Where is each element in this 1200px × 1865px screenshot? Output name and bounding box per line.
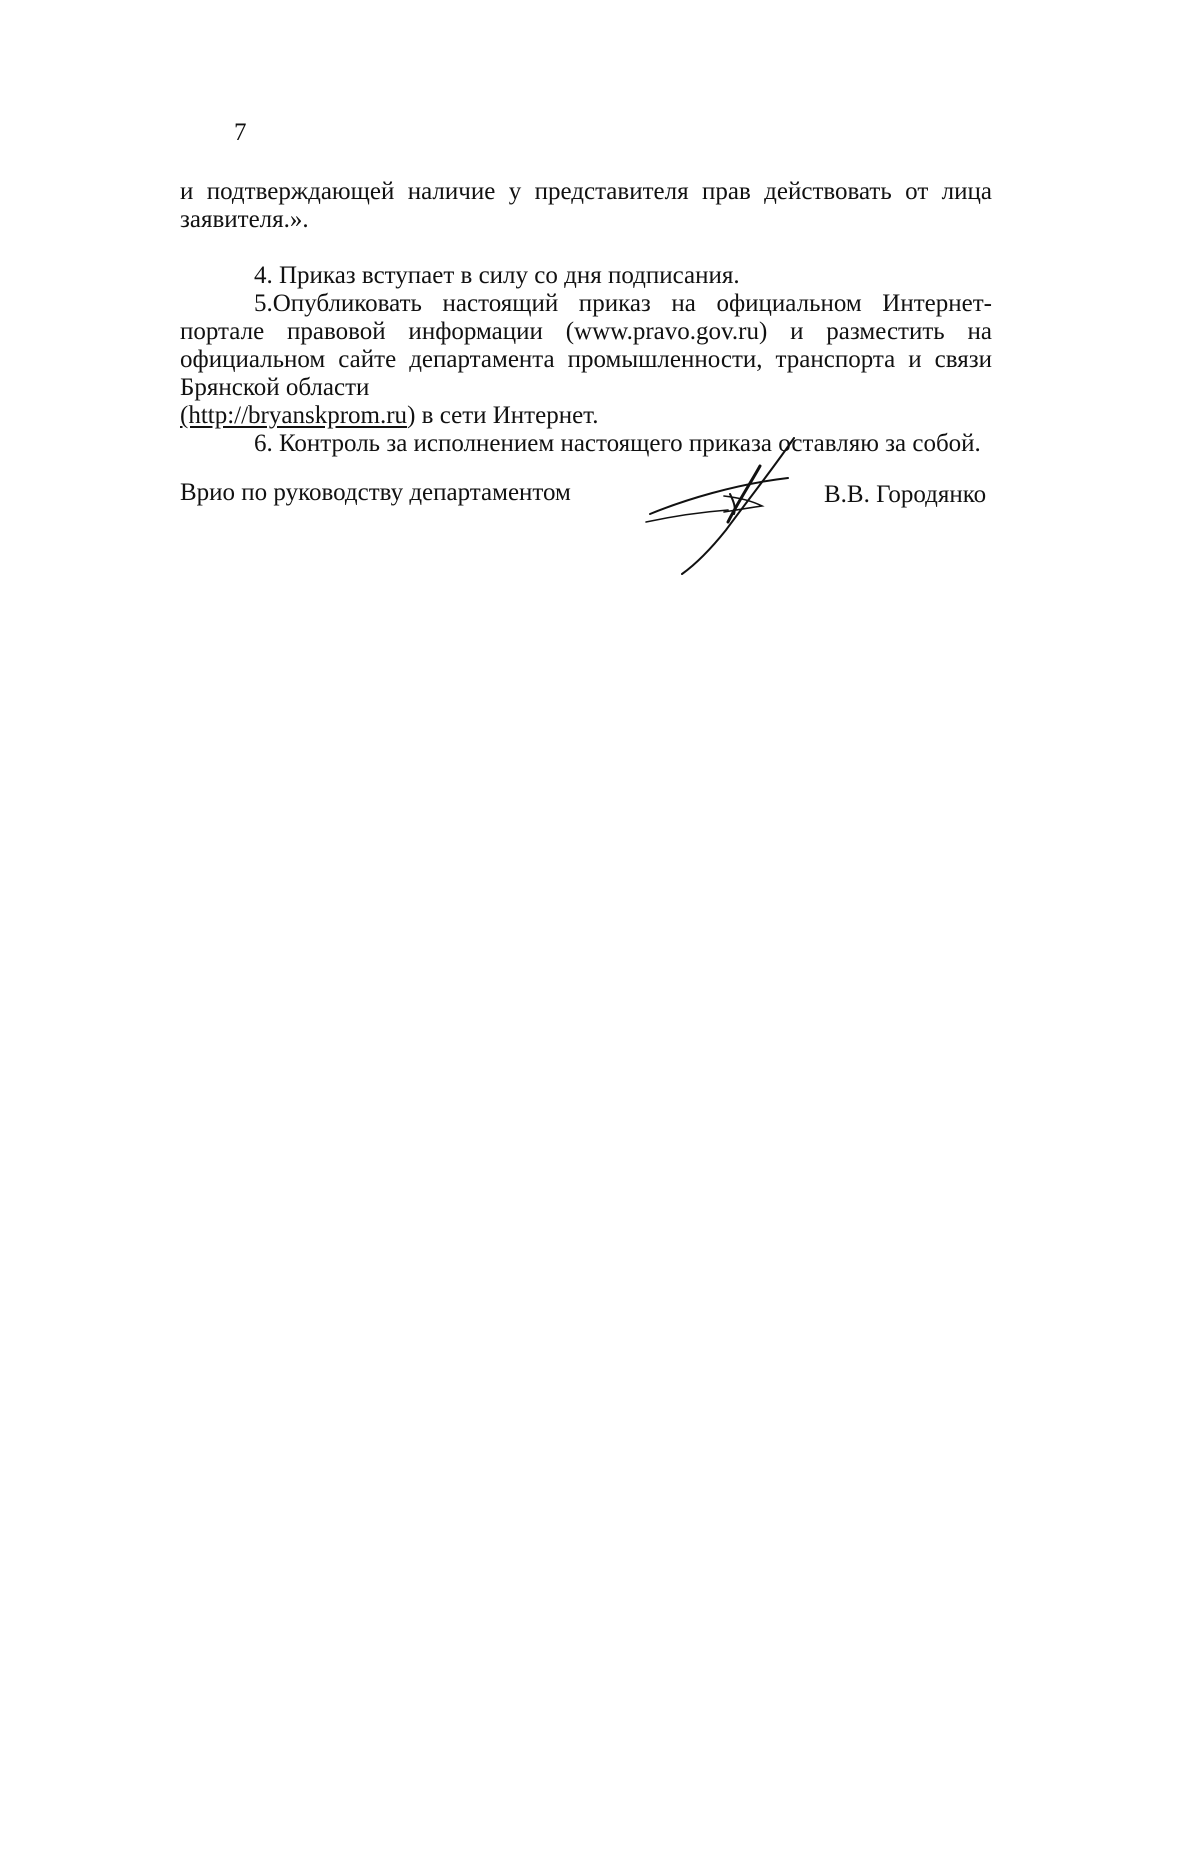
item-5 [180,290,992,430]
item-4: 4. Приказ вступает в силу со дня подписания. [254,262,740,289]
signature-block [180,478,1000,598]
signer-name: В.В. Городянко [824,481,987,508]
item-6: 6. Контроль за исполнением настоящего приказа оставляю за собой. [254,430,981,457]
item-5-text: 5.Опубликовать настоящий приказ на официальном Интернет-портале правовой информации (www.pravo.gov.ru) и разместить на официальном сайте департамента промышленности, транспорта и связи Брянской области [180,290,992,401]
document-body [180,178,992,458]
signer-title: Врио по руководству департаментом [180,479,571,506]
page-number: 7 [234,119,247,146]
paragraph-continuation: и подтверждающей наличие у представителя прав действовать от лица заявителя.». [180,178,992,233]
handwritten-signature [644,436,804,576]
item-5-link[interactable]: (http://bryanskprom.ru [180,402,408,429]
item-5-text-end: ) в сети Интернет. [407,402,599,429]
